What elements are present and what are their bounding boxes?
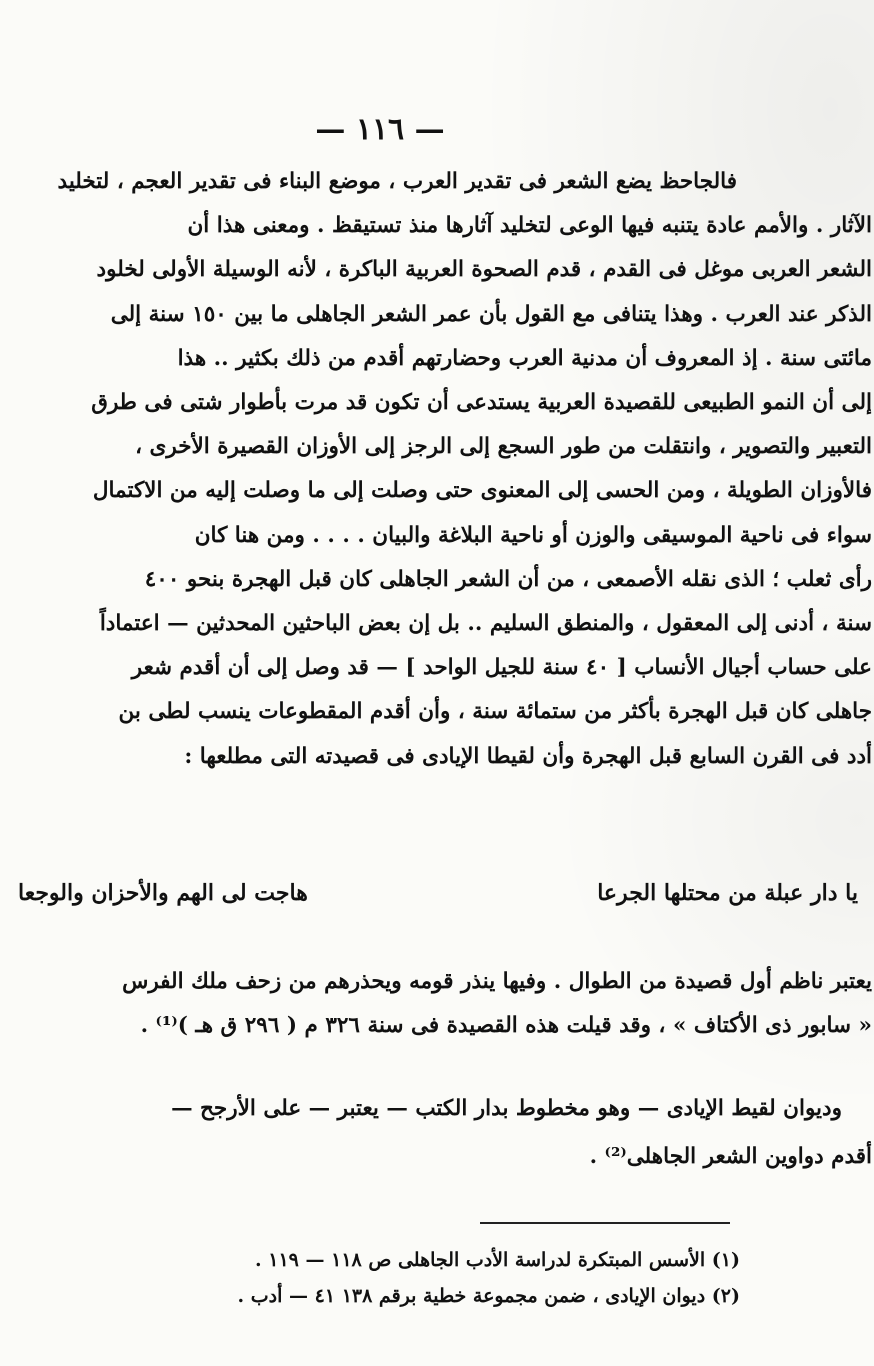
text-line: الشعر العربى موغل فى القدم ، قدم الصحوة العربية الباكرة ، لأنه الوسيلة الأولى لخلود [96, 257, 872, 283]
text-line: يعتبر ناظم أول قصيدة من الطوال . وفيها ينذر قومه ويحذرهم من زحف ملك الفرس [122, 969, 872, 994]
footnote-1: (١) الأسس المبتكرة لدراسة الأدب الجاهلى ص ١١٨ — ١١٩ . [255, 1249, 740, 1271]
text-line: سواء فى ناحية الموسيقى والوزن أو ناحية البلاغة والبيان . . . . ومن هنا كان [194, 522, 872, 548]
footnote-separator [480, 1222, 730, 1224]
verse-first-hemistich: يا دار عبلة من محتلها الجرعا [597, 880, 858, 906]
text-line: التعبير والتصوير ، وانتقلت من طور السجع إلى الرجز إلى الأوزان القصيرة الأخرى ، [135, 434, 872, 460]
verse-second-hemistich: هاجت لى الهم والأحزان والوجعا [18, 880, 308, 906]
text-line: رأى ثعلب ؛ الذى نقله الأصمعى ، من أن الشعر الجاهلى كان قبل الهجرة بنحو ٤٠٠ [144, 566, 872, 592]
text-line: وديوان لقيط الإيادى — وهو مخطوط بدار الكتب — يعتبر — على الأرجح — [171, 1096, 842, 1121]
poem-verse [18, 880, 868, 906]
text-line: أقدم دواوين الشعر الجاهلى⁽²⁾ . [589, 1144, 872, 1169]
text-line: مائتى سنة . إذ المعروف أن مدنية العرب وحضارتهم أقدم من ذلك بكثير .. هذا [177, 345, 872, 371]
text-line: على حساب أجيال الأنساب [ ٤٠ سنة للجيل الواحد ] — قد وصل إلى أن أقدم شعر [131, 655, 872, 681]
text-line: الذكر عند العرب . وهذا يتنافى مع القول بأن عمر الشعر الجاهلى ما بين ١٥٠ سنة إلى [110, 301, 872, 327]
text-line: إلى أن النمو الطبيعى للقصيدة العربية يستدعى أن تكون قد مرت بأطوار شتى فى طرق [91, 390, 872, 416]
footnote-2: (٢) ديوان الإيادى ، ضمن مجموعة خطية برقم ١٣٨ ٤١ — أدب . [237, 1285, 740, 1307]
text-line: فالجاحظ يضع الشعر فى تقدير العرب ، موضع البناء فى تقدير العجم ، لتخليد [57, 169, 737, 194]
third-paragraph [8, 1085, 872, 1181]
footnotes [60, 1242, 740, 1314]
second-paragraph [8, 960, 872, 1048]
main-paragraph [12, 160, 872, 779]
text-line: جاهلى كان قبل الهجرة بأكثر من ستمائة سنة ، وأن أقدم المقطوعات ينسب لطى بن [118, 699, 872, 725]
text-line: سنة ، أدنى إلى المعقول ، والمنطق السليم .. بل إن بعض الباحثين المحدثين — اعتماداً [99, 611, 872, 637]
text-line: فالأوزان الطويلة ، ومن الحسى إلى المعنوى حتى وصلت إلى ما وصلت إليه من الاكتمال [92, 478, 872, 504]
text-line: أدد فى القرن السابع قبل الهجرة وأن لقيطا الإيادى فى قصيدته التى مطلعها : [184, 743, 872, 769]
text-line: الآثار . والأمم عادة يتنبه فيها الوعى لتخليد آثارها منذ تستيقظ . ومعنى هذا أن [187, 213, 872, 239]
text-line: « سابور ذى الأكتاف » ، وقد قيلت هذه القصيدة فى سنة ٣٢٦ م ( ٢٩٦ ق هـ )⁽¹⁾ . [140, 1013, 872, 1038]
page-number: — ١١٦ — [315, 112, 445, 147]
